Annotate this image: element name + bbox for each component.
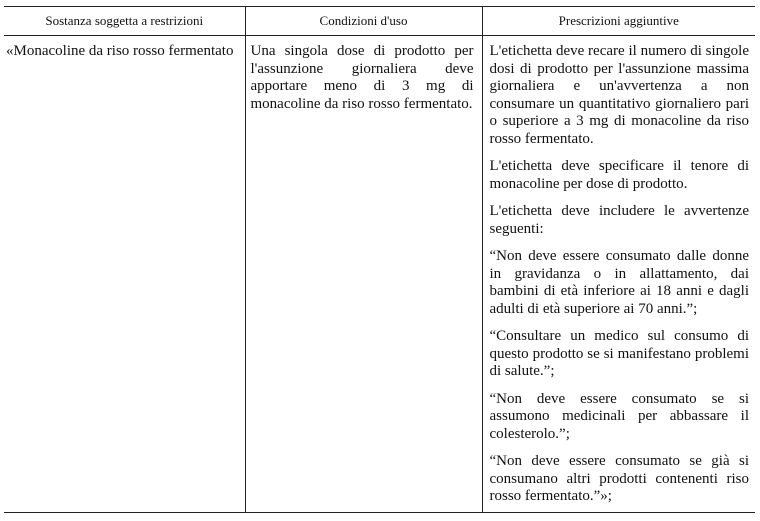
warning-cholesterol-medicines: “Non deve essere consumato se si assumono medicinali per abbassare il colesterolo.”; (489, 390, 749, 442)
header-prescriptions: Prescrizioni aggiuntive (482, 7, 755, 36)
header-substance: Sostanza soggetta a restrizioni (4, 7, 245, 36)
prescription-label-dosage: L'etichetta deve recare il numero di singole dosi di prodotto per l'assunzione massima giornaliera e un'avvertenza a non consumare un quantitativo giornaliero pari o superiore a 3 mg di monacoline da riso rosso fermentato. (489, 43, 749, 147)
warning-pregnancy-age: “Non deve essere consumato dalle donne in gravidanza o in allattamento, dai bambini di età inferiore ai 18 anni e dagli adulti di età superiore ai 70 anni.”; (489, 248, 749, 317)
warning-other-products: “Non deve essere consumato se già si consumano altri prodotti contenenti riso rosso fermentato.”»; (489, 453, 749, 504)
restrictions-table (4, 6, 755, 513)
table-row (4, 36, 755, 513)
prescription-label-content: L'etichetta deve specificare il tenore di monacoline per dose di prodotto. (489, 158, 749, 192)
header-conditions: Condizioni d'uso (245, 7, 482, 36)
cell-substance (4, 36, 245, 513)
substance-text: «Monacoline da riso rosso fermentato (6, 43, 234, 59)
prescription-warnings-intro: L'etichetta deve includere le avvertenze seguenti: (489, 203, 749, 237)
cell-conditions (245, 36, 482, 513)
cell-prescriptions (482, 36, 755, 513)
conditions-text: Una singola dose di prodotto per l'assunzione giornaliera deve apportare meno di 3 mg di monacoline da riso rosso fermentato. (250, 43, 474, 112)
warning-consult-doctor: “Consultare un medico sul consumo di questo prodotto se si manifestano problemi di salute.”; (489, 328, 749, 379)
table-header-row (4, 7, 755, 36)
